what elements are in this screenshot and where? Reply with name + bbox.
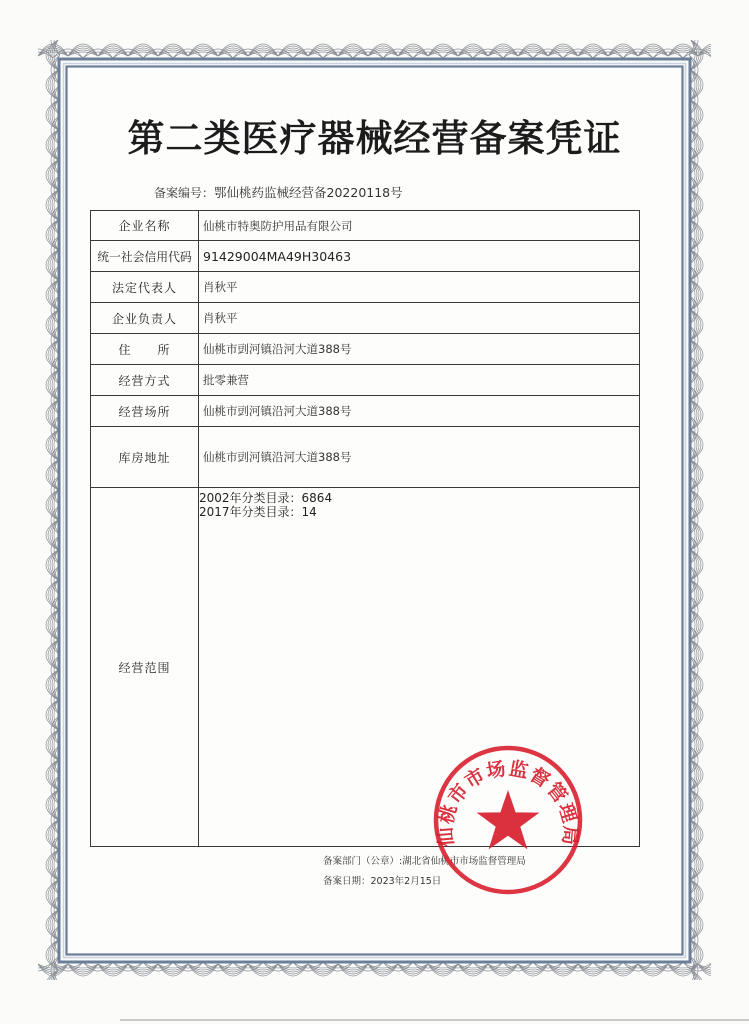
- scope-item: 2002年分类目录：6864: [199, 491, 333, 505]
- field-value: 91429004MA49H30463: [199, 241, 640, 272]
- record-number: [154, 183, 403, 201]
- field-label: 库房地址: [91, 427, 199, 488]
- field-label: 住 所: [91, 334, 199, 365]
- certificate-title: 第二类医疗器械经营备案凭证: [127, 116, 622, 160]
- record-number-label: 备案编号：: [154, 186, 215, 200]
- field-label: 经营场所: [91, 396, 199, 427]
- field-value: 肖秋平: [199, 303, 640, 334]
- field-label: 法定代表人: [91, 272, 199, 303]
- filing-date: 备案日期：2023年2月15日: [323, 876, 442, 887]
- field-value: 仙桃市特奥防护用品有限公司: [199, 211, 640, 241]
- record-number-value: 鄂仙桃药监械经营备20220118号: [214, 185, 403, 200]
- field-value: 批零兼营: [199, 365, 640, 396]
- table-row-domicile: [91, 334, 640, 365]
- table-row-warehouse-address: [91, 427, 640, 488]
- field-label: 统一社会信用代码: [91, 241, 199, 272]
- table-row-company-name: [91, 211, 640, 241]
- field-label: 企业负责人: [91, 303, 199, 334]
- field-value: 仙桃市剅河镇沿河大道388号: [199, 427, 640, 488]
- table-row-person-in-charge: [91, 303, 640, 334]
- field-value: 仙桃市剅河镇沿河大道388号: [199, 334, 640, 365]
- scope-item: 2017年分类目录：14: [199, 505, 317, 519]
- table-row-credit-code: [91, 241, 640, 272]
- star-icon: [477, 790, 540, 849]
- filing-department: 备案部门（公章）:湖北省仙桃市市场监督管理局: [323, 856, 526, 867]
- table-row-business-premises: [91, 396, 640, 427]
- field-value: 仙桃市剅河镇沿河大道388号: [199, 396, 640, 427]
- table-row-legal-representative: [91, 272, 640, 303]
- field-label: 企业名称: [91, 211, 199, 241]
- field-value: 肖秋平: [199, 272, 640, 303]
- seal-text: 仙桃市市场监督管理局: [434, 757, 582, 848]
- official-seal-stamp: [430, 742, 586, 898]
- field-label: 经营方式: [91, 365, 199, 396]
- table-row-business-mode: [91, 365, 640, 396]
- scope-list: [199, 491, 332, 519]
- field-label: 经营范围: [91, 488, 199, 847]
